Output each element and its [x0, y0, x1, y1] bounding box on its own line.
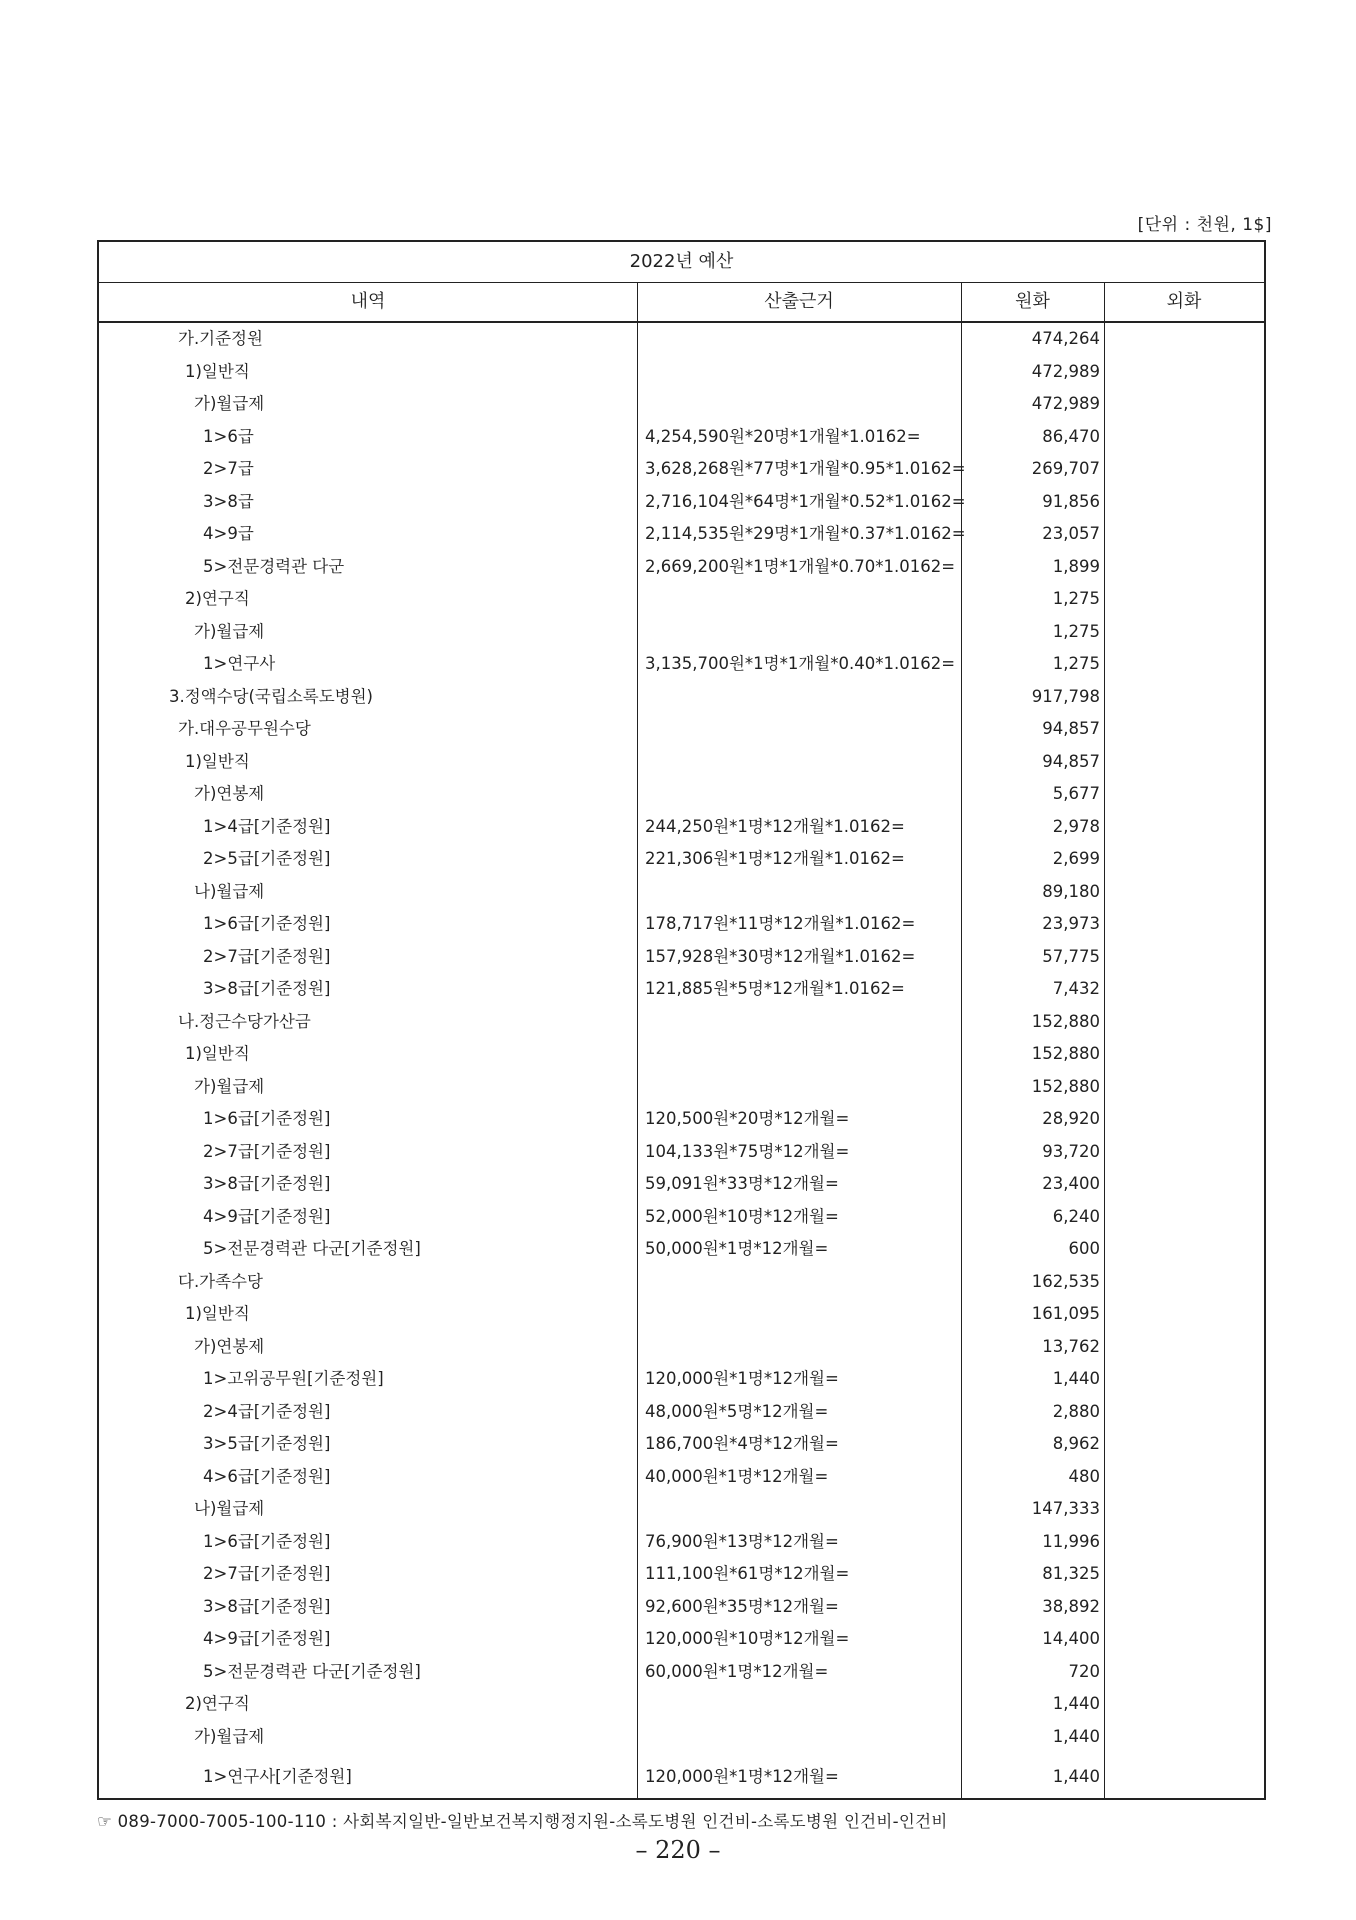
- row-basis: 2,114,535원*29명*1개월*0.37*1.0162=: [645, 524, 966, 543]
- table-row: [99, 1103, 1264, 1136]
- row-item: 2>7급[기준정원]: [203, 1564, 331, 1583]
- table-row: [99, 1526, 1264, 1559]
- table-row: [99, 1591, 1264, 1624]
- row-basis: 60,000원*1명*12개월=: [645, 1661, 829, 1681]
- row-item: 3.정액수당(국립소록도병원): [169, 686, 373, 706]
- header-item: 내역: [350, 291, 386, 312]
- row-item: 나)월급제: [194, 1499, 265, 1518]
- table-row: [99, 356, 1264, 389]
- row-item: 4>9급: [203, 524, 254, 543]
- row-item: 가)월급제: [194, 621, 265, 641]
- row-krw: 2,978: [1052, 816, 1100, 836]
- row-item: 1>연구사[기준정원]: [203, 1767, 352, 1786]
- row-krw: 89,180: [1042, 881, 1100, 901]
- row-krw: 1,275: [1052, 654, 1100, 673]
- row-krw: 152,880: [1031, 1011, 1100, 1031]
- row-basis: 92,600원*35명*12개월=: [645, 1596, 839, 1616]
- row-item: 가)연봉제: [194, 784, 265, 803]
- row-basis: 76,900원*13명*12개월=: [645, 1531, 839, 1551]
- table-row: [99, 1721, 1264, 1754]
- table-row: [99, 1168, 1264, 1201]
- row-krw: 1,440: [1052, 1767, 1100, 1786]
- row-krw: 269,707: [1031, 459, 1100, 478]
- row-item: 4>6급[기준정원]: [203, 1466, 331, 1486]
- row-item: 4>9급[기준정원]: [203, 1629, 331, 1648]
- row-item: 나.정근수당가산금: [178, 1011, 311, 1031]
- footnote: ☞ 089-7000-7005-100-110 : 사회복지일반-일반보건복지행정지원-소록도병원 인건비-소록도병원 인건비-인건비: [97, 1812, 948, 1831]
- row-krw: 472,989: [1031, 394, 1100, 413]
- row-item: 3>8급: [203, 491, 254, 511]
- row-krw: 86,470: [1042, 426, 1100, 446]
- row-item: 5>전문경력관 다군[기준정원]: [203, 1661, 421, 1681]
- row-item: 2)연구직: [185, 1694, 250, 1713]
- budget-table: [97, 240, 1266, 1800]
- row-item: 4>9급[기준정원]: [203, 1206, 331, 1226]
- row-krw: 23,057: [1042, 524, 1100, 543]
- row-krw: 720: [1068, 1661, 1100, 1681]
- table-row: [99, 1038, 1264, 1071]
- row-basis: 178,717원*11명*12개월*1.0162=: [645, 914, 916, 933]
- row-basis: 4,254,590원*20명*1개월*1.0162=: [645, 426, 921, 446]
- row-basis: 221,306원*1명*12개월*1.0162=: [645, 849, 905, 868]
- unit-label: [단위 : 천원, 1$]: [1137, 215, 1272, 235]
- table-row: [99, 616, 1264, 649]
- row-krw: 1,440: [1052, 1694, 1100, 1713]
- table-row: [99, 1558, 1264, 1591]
- table-row: [99, 1298, 1264, 1331]
- row-krw: 8,962: [1052, 1434, 1100, 1453]
- row-item: 1>6급[기준정원]: [203, 914, 331, 933]
- row-basis: 52,000원*10명*12개월=: [645, 1206, 839, 1226]
- row-item: 1)일반직: [185, 751, 250, 771]
- row-basis: 120,000원*1명*12개월=: [645, 1767, 839, 1786]
- row-item: 1>연구사: [203, 654, 276, 673]
- row-item: 가)월급제: [194, 394, 265, 413]
- row-krw: 5,677: [1052, 784, 1100, 803]
- row-item: 가)연봉제: [194, 1336, 265, 1356]
- table-row: [99, 1331, 1264, 1364]
- row-krw: 147,333: [1031, 1499, 1100, 1518]
- table-row: [99, 941, 1264, 974]
- table-row: [99, 518, 1264, 551]
- row-basis: 48,000원*5명*12개월=: [645, 1401, 829, 1421]
- row-item: 1)일반직: [185, 361, 250, 381]
- row-item: 1>6급[기준정원]: [203, 1531, 331, 1551]
- table-row: [99, 453, 1264, 486]
- row-basis: 40,000원*1명*12개월=: [645, 1466, 829, 1486]
- table-row: [99, 1363, 1264, 1396]
- row-krw: 1,440: [1052, 1369, 1100, 1388]
- table-row: [99, 1136, 1264, 1169]
- row-krw: 917,798: [1031, 686, 1100, 706]
- row-basis: 244,250원*1명*12개월*1.0162=: [645, 816, 905, 836]
- row-krw: 81,325: [1042, 1564, 1100, 1583]
- row-krw: 1,275: [1052, 621, 1100, 641]
- table-row: [99, 1461, 1264, 1494]
- row-krw: 474,264: [1031, 329, 1100, 348]
- table-row: [99, 551, 1264, 584]
- row-item: 가.대우공무원수당: [178, 719, 311, 738]
- table-row: [99, 1396, 1264, 1429]
- table-row: [99, 1266, 1264, 1299]
- row-krw: 2,699: [1052, 849, 1100, 868]
- row-item: 3>5급[기준정원]: [203, 1434, 331, 1453]
- row-basis: 157,928원*30명*12개월*1.0162=: [645, 946, 916, 966]
- row-krw: 480: [1068, 1466, 1100, 1486]
- table-row: [99, 973, 1264, 1006]
- table-row: [99, 1233, 1264, 1266]
- table-row: [99, 323, 1264, 356]
- table-row: [99, 1493, 1264, 1526]
- table-row: [99, 1428, 1264, 1461]
- row-item: 2>7급[기준정원]: [203, 946, 331, 966]
- table-row: [99, 908, 1264, 941]
- table-row: [99, 583, 1264, 616]
- table-row: [99, 486, 1264, 519]
- table-row: [99, 1656, 1264, 1689]
- row-item: 3>8급[기준정원]: [203, 1596, 331, 1616]
- row-basis: 120,000원*10명*12개월=: [645, 1629, 850, 1648]
- row-krw: 11,996: [1042, 1531, 1100, 1551]
- row-item: 5>전문경력관 다군: [203, 556, 345, 576]
- row-krw: 162,535: [1031, 1271, 1100, 1291]
- table-row: [99, 1753, 1264, 1805]
- row-krw: 152,880: [1031, 1044, 1100, 1063]
- table-header-row: [99, 283, 1264, 323]
- row-krw: 152,880: [1031, 1076, 1100, 1096]
- row-basis: 50,000원*1명*12개월=: [645, 1239, 829, 1258]
- row-krw: 23,400: [1042, 1174, 1100, 1193]
- row-krw: 91,856: [1042, 491, 1100, 511]
- row-krw: 28,920: [1042, 1109, 1100, 1128]
- row-item: 3>8급[기준정원]: [203, 1174, 331, 1193]
- row-item: 1)일반직: [185, 1304, 250, 1323]
- row-item: 다.가족수당: [178, 1271, 263, 1291]
- table-row: [99, 1688, 1264, 1721]
- row-basis: 2,669,200원*1명*1개월*0.70*1.0162=: [645, 556, 956, 576]
- header-krw: 원화: [1015, 291, 1050, 312]
- table-row: [99, 811, 1264, 844]
- row-krw: 161,095: [1031, 1304, 1100, 1323]
- row-item: 2>7급: [203, 459, 254, 478]
- table-body: [99, 323, 1264, 1805]
- row-krw: 2,880: [1052, 1401, 1100, 1421]
- row-krw: 7,432: [1052, 979, 1100, 998]
- row-krw: 472,989: [1031, 361, 1100, 381]
- row-krw: 94,857: [1042, 751, 1100, 771]
- table-row: [99, 681, 1264, 714]
- table-row: [99, 1623, 1264, 1656]
- row-item: 가)월급제: [194, 1726, 265, 1746]
- row-krw: 1,275: [1052, 589, 1100, 608]
- header-basis: 산출근거: [764, 291, 834, 312]
- table-row: [99, 388, 1264, 421]
- row-krw: 13,762: [1042, 1336, 1100, 1356]
- row-item: 1>4급[기준정원]: [203, 816, 331, 836]
- row-krw: 93,720: [1042, 1141, 1100, 1161]
- row-basis: 120,500원*20명*12개월=: [645, 1109, 850, 1128]
- row-krw: 57,775: [1042, 946, 1100, 966]
- row-krw: 600: [1068, 1239, 1100, 1258]
- row-item: 가.기준정원: [178, 329, 263, 348]
- header-foreign: 외화: [1166, 291, 1202, 312]
- table-row: [99, 648, 1264, 681]
- row-basis: 186,700원*4명*12개월=: [645, 1434, 839, 1453]
- row-krw: 1,899: [1052, 556, 1100, 576]
- table-row: [99, 843, 1264, 876]
- row-krw: 14,400: [1042, 1629, 1100, 1648]
- row-basis: 2,716,104원*64명*1개월*0.52*1.0162=: [645, 491, 966, 511]
- row-basis: 104,133원*75명*12개월=: [645, 1141, 850, 1161]
- row-item: 1>6급[기준정원]: [203, 1109, 331, 1128]
- row-krw: 94,857: [1042, 719, 1100, 738]
- row-basis: 111,100원*61명*12개월=: [645, 1564, 850, 1583]
- row-item: 가)월급제: [194, 1076, 265, 1096]
- row-basis: 59,091원*33명*12개월=: [645, 1174, 839, 1193]
- row-krw: 23,973: [1042, 914, 1100, 933]
- table-row: [99, 1006, 1264, 1039]
- table-row: [99, 421, 1264, 454]
- row-item: 2>5급[기준정원]: [203, 849, 331, 868]
- row-item: 2>7급[기준정원]: [203, 1141, 331, 1161]
- table-row: [99, 778, 1264, 811]
- row-item: 2>4급[기준정원]: [203, 1401, 331, 1421]
- row-krw: 6,240: [1052, 1206, 1100, 1226]
- table-row: [99, 746, 1264, 779]
- page-number: – 220 –: [635, 1836, 721, 1864]
- table-row: [99, 876, 1264, 909]
- table-row: [99, 713, 1264, 746]
- row-basis: 3,135,700원*1명*1개월*0.40*1.0162=: [645, 654, 956, 673]
- table-title: 2022년 예산: [99, 242, 1264, 283]
- row-krw: 38,892: [1042, 1596, 1100, 1616]
- row-basis: 3,628,268원*77명*1개월*0.95*1.0162=: [645, 459, 966, 478]
- table-row: [99, 1071, 1264, 1104]
- row-item: 1>6급: [203, 426, 254, 446]
- row-krw: 1,440: [1052, 1726, 1100, 1746]
- row-basis: 121,885원*5명*12개월*1.0162=: [645, 979, 905, 998]
- table-row: [99, 1201, 1264, 1234]
- row-item: 2)연구직: [185, 589, 250, 608]
- row-item: 1)일반직: [185, 1044, 250, 1063]
- row-item: 1>고위공무원[기준정원]: [203, 1369, 384, 1388]
- row-item: 5>전문경력관 다군[기준정원]: [203, 1239, 421, 1258]
- row-basis: 120,000원*1명*12개월=: [645, 1369, 839, 1388]
- row-item: 3>8급[기준정원]: [203, 979, 331, 998]
- row-item: 나)월급제: [194, 881, 265, 901]
